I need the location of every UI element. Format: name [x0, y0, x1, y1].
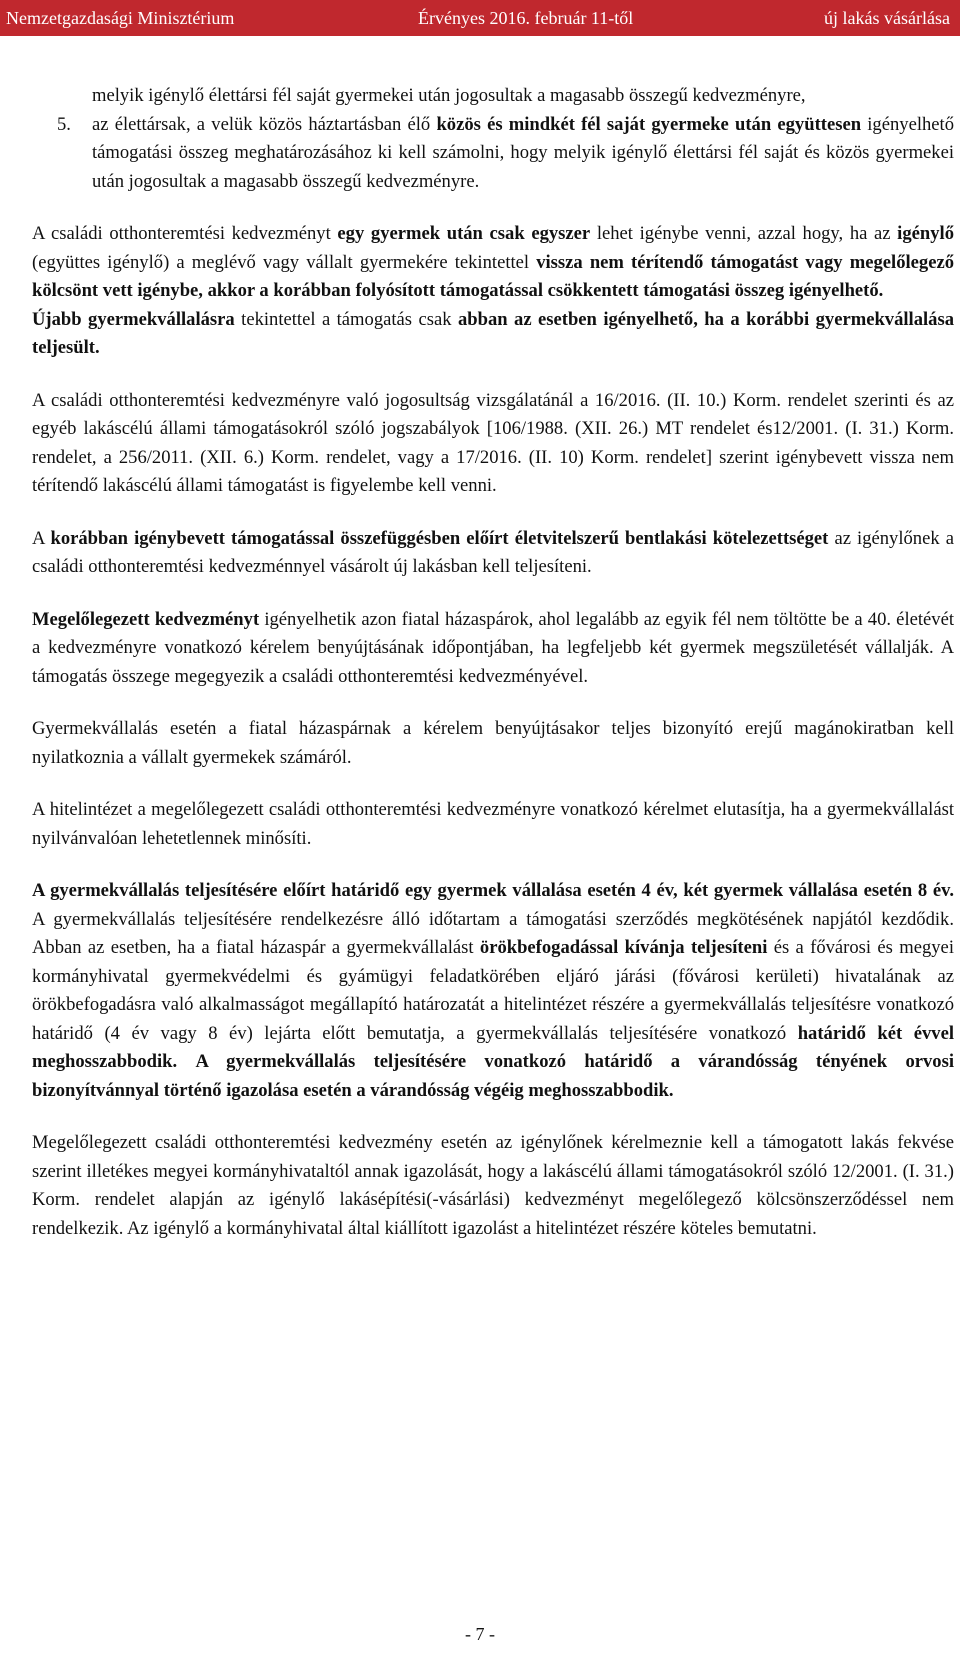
paragraph-new-child: Újabb gyermekvállalásra tekintettel a támogatás csak abban az esetben igényelhető, ha a korábbi gyermekvállalása teljesült. [32, 308, 955, 358]
paragraph-rejection: A hitelintézet a megelőlegezett családi otthonteremtési kedvezményre vonatkozó kérelmet elutasítja, ha a gyermekvállalást nyilvánvalóan lehetetlennek minősíti. [32, 799, 954, 849]
paragraph-eligibility: A családi otthonteremtési kedvezményre való jogosultság vizsgálatánál a 16/2016. (II. 10.) Korm. rendelet szerinti és az egyéb lakáscélú állami támogatásokról szóló jogszabályok [106/1988. (XII. 26.) MT rendelet és12/2001. (I. 31.) Korm. rendelet, a 256/2011. (XII. 6.) Korm. rendelet, vagy a 17/2016. (II. 10) Korm. rendelet] szerint igénybevett vissza nem térítendő lakáscélú állami támogatást is figyelembe kell venni. [32, 389, 954, 496]
document-body [32, 82, 954, 1267]
header-topic: új lakás vásárlása [824, 8, 950, 28]
header-validity: Érvényes 2016. február 11-től [418, 8, 634, 28]
paragraph-one-child-rule: A családi otthonteremtési kedvezményt egy gyermek után csak egyszer lehet igénybe venni, azzal hogy, ha az igénylő (együttes igénylő) a meglévő vagy vállalt gyermekére tekintettel vissza nem térítendő támogatást vagy megelőlegező kölcsönt vett igénybe, akkor a korábban folyósított támogatással csökkentett támogatási összeg igényelhető. [32, 223, 955, 301]
list-item-continuation: melyik igénylő élettársi fél saját gyermekei után jogosultak a magasabb összegű kedvezményre, [92, 85, 806, 106]
page-number: - 7 - [465, 1624, 495, 1644]
list-item-5: 5. az élettársak, a velük közös háztartásban élő közös és mindkét fél saját gyermeke után együttesen igényelhető támogatási összeg meghatározásához ki kell számolni, hogy melyik igénylő élettársi fél saját és közös gyermekei után jogosultak a magasabb összegű kedvezményre. [32, 111, 954, 197]
paragraph-deadline: A gyermekvállalás teljesítésére előírt határidő egy gyermek vállalása esetén 4 év, két gyermek vállalása esetén 8 év. A gyermekvállalás teljesítésére rendelkezésre álló időtartam a támogatási szerződés megkötésének napjától kezdődik. Abban az esetben, ha a fiatal házaspár a gyermekvállalást örökbefogadással kívánja teljesíteni és a fővárosi és megyei kormányhivatal gyermekvédelmi és gyámügyi feladatkörében eljáró járási (fővárosi kerületi) hivatalának az örökbefogadásra való alkalmasságot megállapító határozatát a hitelintézet részére a gyermekvállalás teljesítésre vonatkozó határidő (4 év vagy 8 év) lejárta előtt bemutatja, a gyermekvállalás teljesítésére vonatkozó határidő két évvel meghosszabbodik. A gyermekvállalás teljesítésére vonatkozó határidő a várandósság tényének orvosi bizonyítvánnyal történő igazolása esetén a várandósság végéig meghosszabbodik. [32, 880, 954, 1101]
paragraph-certificate: Megelőlegezett családi otthonteremtési kedvezmény esetén az igénylőnek kérelmeznie kell a támogatott lakás fekvése szerint illetékes megyei kormányhivataltól annak igazolását, hogy a lakáscélú állami támogatásokról szóló 12/2001. (I. 31.) Korm. rendelet alapján az igénylő lakásépítési(-vásárlási) kedvezményt megelőlegező kölcsönszerződéssel nem rendelkezik. Az igénylő a kormányhivatal által kiállított igazolást a hitelintézet részére köteles bemutatni. [32, 1132, 954, 1239]
paragraph-advance-benefit: Megelőlegezett kedvezményt igényelhetik azon fiatal házaspárok, ahol legalább az egyik fél nem töltötte be a 40. életévét a kedvezményre vonatkozó kérelem benyújtásának időpontjában, ha legfeljebb két gyermek megszületését vállalják. A támogatás összege megegyezik a családi otthonteremtési kedvezményével. [32, 608, 954, 687]
paragraph-residence: A korábban igénybevett támogatással összefüggésben előírt életvitelszerű bentlakási kötelezettséget az igénylőnek a családi otthonteremtési kedvezménnyel vásárolt új lakásban kell teljesíteni. [32, 527, 954, 577]
paragraph-declaration: Gyermekvállalás esetén a fiatal házaspárnak a kérelem benyújtásakor teljes bizonyító erejű magánokiratban kell nyilatkoznia a vállalt gyermekek számáról. [32, 718, 954, 768]
header-ministry: Nemzetgazdasági Minisztérium [6, 8, 235, 28]
list-number: 5. [57, 113, 71, 135]
header-bar [0, 0, 960, 36]
